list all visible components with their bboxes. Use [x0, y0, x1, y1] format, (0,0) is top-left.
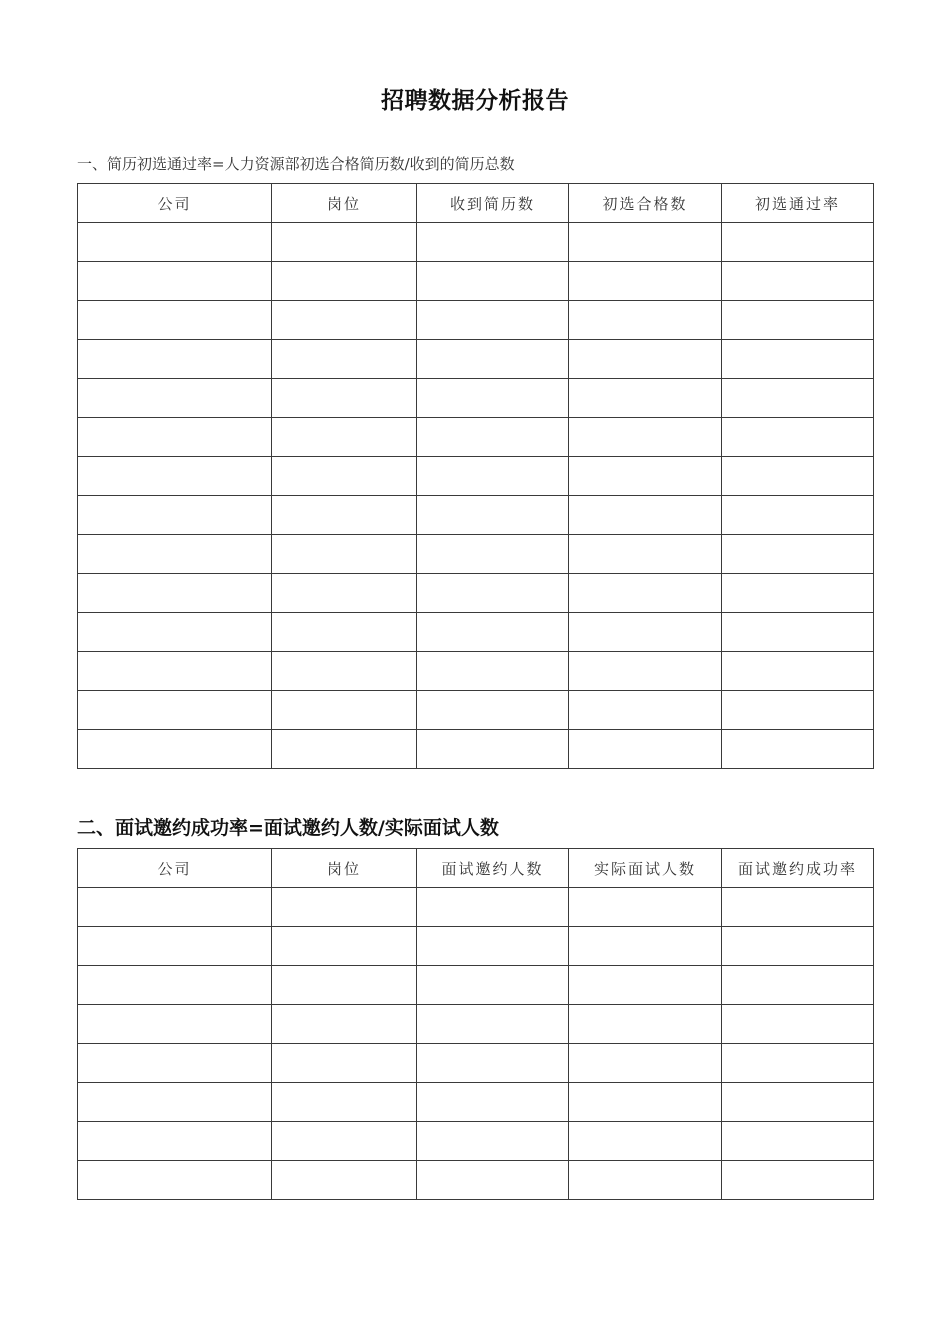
table-row [78, 652, 874, 691]
table-row [78, 966, 874, 1005]
table-cell[interactable] [417, 1005, 569, 1044]
table-cell[interactable] [722, 379, 874, 418]
table-cell[interactable] [569, 613, 722, 652]
table-cell[interactable] [569, 223, 722, 262]
table-cell[interactable] [569, 691, 722, 730]
table-cell[interactable] [722, 927, 874, 966]
table-cell[interactable] [417, 613, 569, 652]
table-cell[interactable] [78, 613, 272, 652]
table-cell[interactable] [722, 1122, 874, 1161]
table-cell[interactable] [272, 574, 417, 613]
table-cell[interactable] [272, 457, 417, 496]
table-cell[interactable] [722, 574, 874, 613]
table-cell[interactable] [78, 927, 272, 966]
table-cell[interactable] [272, 966, 417, 1005]
table-cell[interactable] [569, 496, 722, 535]
table-row [78, 691, 874, 730]
table-cell[interactable] [272, 1083, 417, 1122]
header-resumes-received: 收到简历数 [417, 184, 569, 223]
table-cell[interactable] [78, 262, 272, 301]
table-cell[interactable] [722, 888, 874, 927]
table-row [78, 535, 874, 574]
table-row [78, 262, 874, 301]
table-cell[interactable] [722, 1083, 874, 1122]
table-cell[interactable] [722, 301, 874, 340]
table-cell[interactable] [78, 966, 272, 1005]
table-cell[interactable] [272, 652, 417, 691]
table-cell[interactable] [272, 691, 417, 730]
table-cell[interactable] [569, 418, 722, 457]
table-row [78, 379, 874, 418]
table-cell[interactable] [417, 496, 569, 535]
table-cell[interactable] [569, 1083, 722, 1122]
table-cell[interactable] [722, 262, 874, 301]
header-invitation-success-rate: 面试邀约成功率 [722, 849, 874, 888]
table-cell[interactable] [272, 379, 417, 418]
table-cell[interactable] [272, 927, 417, 966]
table-cell[interactable] [722, 1005, 874, 1044]
table-row [78, 574, 874, 613]
table-cell[interactable] [722, 1044, 874, 1083]
table-cell[interactable] [78, 1083, 272, 1122]
table-row [78, 340, 874, 379]
table-row [78, 457, 874, 496]
table-cell[interactable] [569, 652, 722, 691]
interview-invitation-table [77, 848, 874, 1200]
table-row [78, 223, 874, 262]
table-cell[interactable] [417, 340, 569, 379]
table-cell[interactable] [272, 496, 417, 535]
table-cell[interactable] [569, 379, 722, 418]
table-cell[interactable] [569, 1044, 722, 1083]
table-cell[interactable] [78, 340, 272, 379]
table-cell[interactable] [417, 1122, 569, 1161]
header-position: 岗位 [272, 184, 417, 223]
table-cell[interactable] [417, 966, 569, 1005]
resume-screening-table [77, 183, 874, 769]
table-cell[interactable] [569, 1122, 722, 1161]
table-row [78, 418, 874, 457]
header-screening-passed: 初选合格数 [569, 184, 722, 223]
table-cell[interactable] [78, 652, 272, 691]
header-company: 公司 [78, 849, 272, 888]
table-cell[interactable] [417, 888, 569, 927]
table-row [78, 1005, 874, 1044]
header-screening-pass-rate: 初选通过率 [722, 184, 874, 223]
table-cell[interactable] [417, 418, 569, 457]
table-cell[interactable] [722, 652, 874, 691]
table-cell[interactable] [417, 379, 569, 418]
table-row [78, 301, 874, 340]
table-cell[interactable] [78, 730, 272, 769]
table-cell[interactable] [569, 262, 722, 301]
table-cell[interactable] [78, 418, 272, 457]
table-row [78, 1161, 874, 1200]
table-cell[interactable] [417, 535, 569, 574]
table-cell[interactable] [78, 1161, 272, 1200]
table-cell[interactable] [417, 262, 569, 301]
header-actual-interviewed: 实际面试人数 [569, 849, 722, 888]
table-cell[interactable] [722, 613, 874, 652]
table-cell[interactable] [417, 652, 569, 691]
table-cell[interactable] [272, 730, 417, 769]
table-cell[interactable] [417, 927, 569, 966]
table-cell[interactable] [78, 496, 272, 535]
table-cell[interactable] [569, 340, 722, 379]
table-cell[interactable] [569, 927, 722, 966]
table-cell[interactable] [417, 1161, 569, 1200]
section1-heading: 一、简历初选通过率=人力资源部初选合格简历数/收到的简历总数 [77, 155, 515, 173]
table-cell[interactable] [722, 340, 874, 379]
table-cell[interactable] [417, 691, 569, 730]
table-cell[interactable] [722, 1161, 874, 1200]
table-cell[interactable] [569, 1161, 722, 1200]
table-cell[interactable] [78, 574, 272, 613]
table-row [78, 730, 874, 769]
table-cell[interactable] [272, 223, 417, 262]
page-title: 招聘数据分析报告 [381, 88, 569, 114]
table-cell[interactable] [272, 340, 417, 379]
table-cell[interactable] [272, 262, 417, 301]
table-row [78, 1083, 874, 1122]
section2-heading: 二、面试邀约成功率=面试邀约人数/实际面试人数 [77, 817, 499, 839]
table-cell[interactable] [569, 301, 722, 340]
table-header-row [78, 849, 874, 888]
table-cell[interactable] [272, 613, 417, 652]
table-cell[interactable] [722, 535, 874, 574]
table-cell[interactable] [272, 1005, 417, 1044]
table-cell[interactable] [569, 574, 722, 613]
table-cell[interactable] [78, 223, 272, 262]
table-cell[interactable] [272, 301, 417, 340]
table-cell[interactable] [722, 496, 874, 535]
table-cell[interactable] [569, 535, 722, 574]
table-cell[interactable] [722, 457, 874, 496]
table-cell[interactable] [272, 418, 417, 457]
table-cell[interactable] [272, 1161, 417, 1200]
table-row [78, 888, 874, 927]
table-cell[interactable] [417, 301, 569, 340]
table-cell[interactable] [417, 574, 569, 613]
table-cell[interactable] [78, 691, 272, 730]
table-cell[interactable] [417, 1044, 569, 1083]
table-cell[interactable] [78, 535, 272, 574]
table-cell[interactable] [78, 301, 272, 340]
table-row [78, 1122, 874, 1161]
table-cell[interactable] [569, 457, 722, 496]
table-cell[interactable] [722, 966, 874, 1005]
header-company: 公司 [78, 184, 272, 223]
table-row [78, 1044, 874, 1083]
table-cell[interactable] [78, 1122, 272, 1161]
table-cell[interactable] [417, 223, 569, 262]
table-cell[interactable] [272, 888, 417, 927]
table-cell[interactable] [272, 1044, 417, 1083]
table-cell[interactable] [722, 418, 874, 457]
table-cell[interactable] [272, 1122, 417, 1161]
table-cell[interactable] [722, 691, 874, 730]
table-cell[interactable] [569, 1005, 722, 1044]
table-cell[interactable] [569, 966, 722, 1005]
table-cell[interactable] [569, 730, 722, 769]
table-cell[interactable] [78, 1005, 272, 1044]
table-cell[interactable] [78, 888, 272, 927]
table-cell[interactable] [722, 223, 874, 262]
table-row [78, 496, 874, 535]
table-cell[interactable] [417, 730, 569, 769]
table-cell[interactable] [722, 730, 874, 769]
table-header-row [78, 184, 874, 223]
header-position: 岗位 [272, 849, 417, 888]
table-cell[interactable] [417, 457, 569, 496]
table-row [78, 927, 874, 966]
table-cell[interactable] [417, 1083, 569, 1122]
header-interview-invited: 面试邀约人数 [417, 849, 569, 888]
table-cell[interactable] [78, 379, 272, 418]
table-cell[interactable] [569, 888, 722, 927]
table-row [78, 613, 874, 652]
table-cell[interactable] [78, 1044, 272, 1083]
table-cell[interactable] [272, 535, 417, 574]
table-cell[interactable] [78, 457, 272, 496]
